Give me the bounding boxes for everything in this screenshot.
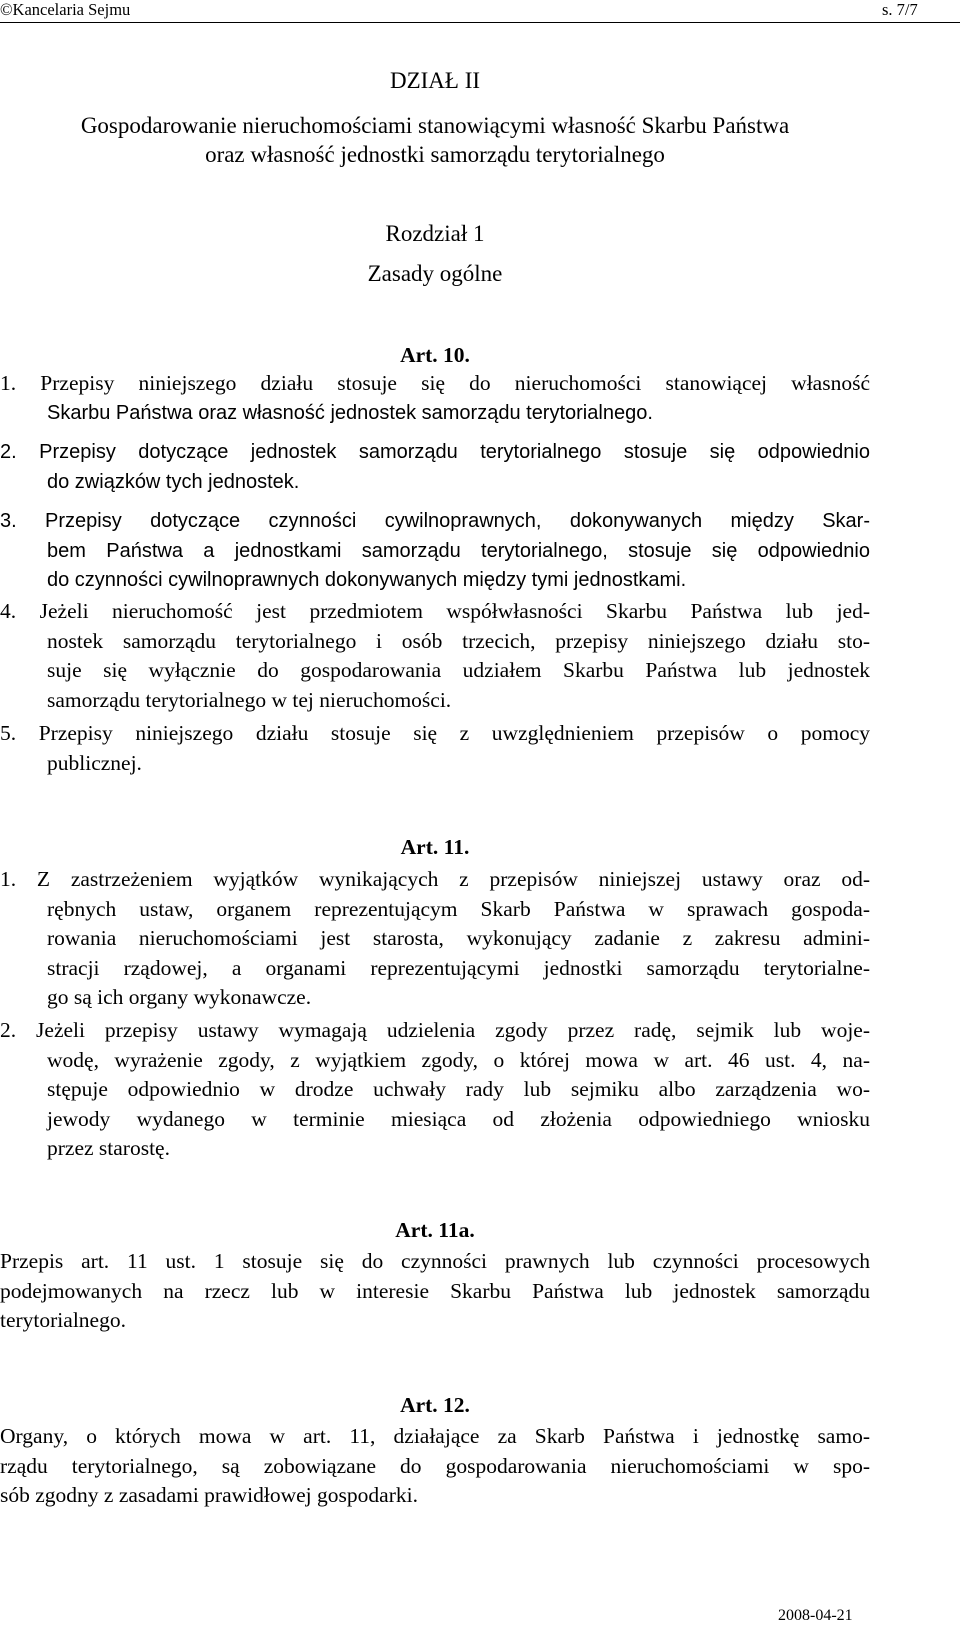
article-11-paragraph-1 [0, 865, 870, 1013]
text-line: bem Państwa a jednostkami samorządu terytorialnego, stosuje się odpowiednio [47, 539, 870, 562]
division-title-line-2: oraz własność jednostki samorządu terytorialnego [205, 142, 665, 167]
text-line: do związków tych jednostek. [47, 470, 300, 493]
text-line: 1. Przepisy niniejszego działu stosuje się do nieruchomości stanowiącej własność [0, 371, 870, 395]
header-page-number: s. 7/7 [882, 0, 918, 19]
text-line: 3. Przepisy dotyczące czynności cywilnoprawnych, dokonywanych między Skar- [0, 510, 870, 532]
article-10-paragraph-3 [0, 507, 870, 596]
text-line: 5. Przepisy niniejszego działu stosuje się z uwzględnieniem przepisów o pomocy [0, 721, 870, 745]
article-10-paragraph-2 [0, 438, 870, 497]
text-line: nostek samorządu terytorialnego i osób trzecich, przepisy niniejszego działu sto- [47, 628, 870, 653]
chapter-title: Zasady ogólne [367, 261, 503, 286]
text-line: sób zgodny z zasadami prawidłowej gospodarki. [0, 1483, 418, 1507]
text-line: Skarbu Państwa oraz własność jednostek samorządu terytorialnego. [47, 401, 653, 424]
division-label: DZIAŁ II [389, 68, 481, 93]
text-line: do czynności cywilnoprawnych dokonywanych między tymi jednostkami. [47, 569, 687, 591]
text-line: stępuje odpowiednio w drodze uchwały rady lub sejmiku albo zarządzenia wo- [47, 1077, 870, 1101]
text-line: podejmowanych na rzecz lub w interesie Skarbu Państwa lub jednostek samorządu [0, 1278, 870, 1303]
text-line: suje się wyłącznie do gospodarowania udziałem Skarbu Państwa lub jednostek [47, 658, 870, 682]
article-10-paragraph-4 [0, 597, 870, 715]
text-line: rządu terytorialnego, są zobowiązane do gospodarowania nieruchomościami w spo- [0, 1453, 870, 1478]
article-11-heading: Art. 11. [400, 835, 470, 859]
article-11a-heading: Art. 11a. [395, 1218, 475, 1242]
text-line: przez starostę. [47, 1136, 170, 1160]
text-line: go są ich organy wykonawcze. [47, 985, 312, 1009]
text-line: rębnych ustaw, organem reprezentującym Skarb Państwa w sprawach gospoda- [47, 896, 870, 921]
article-11a-text [0, 1247, 870, 1336]
text-line: 2. Jeżeli przepisy ustawy wymagają udzielenia zgody przez radę, sejmik lub woje- [0, 1018, 870, 1042]
text-line: stracji rządowej, a organami reprezentującymi jednostki samorządu terytorialne- [47, 955, 870, 980]
chapter-label: Rozdział 1 [385, 221, 485, 246]
text-line: Organy, o których mowa w art. 11, działające za Skarb Państwa i jednostkę samo- [0, 1424, 870, 1448]
article-10-paragraph-5 [0, 719, 870, 778]
text-line: Przepis art. 11 ust. 1 stosuje się do czynności prawnych lub czynności procesowych [0, 1249, 870, 1273]
article-11-paragraph-2 [0, 1016, 870, 1164]
header-divider [0, 22, 960, 23]
text-line: 4. Jeżeli nieruchomość jest przedmiotem współwłasności Skarbu Państwa lub jed- [0, 599, 870, 623]
text-line: jewody wydanego w terminie miesiąca od złożenia odpowiedniego wniosku [47, 1106, 870, 1131]
article-10-paragraph-1 [0, 369, 870, 428]
text-line: publicznej. [47, 750, 142, 775]
article-10-heading: Art. 10. [400, 343, 470, 367]
article-12-text [0, 1422, 870, 1511]
division-title-line-1: Gospodarowanie nieruchomościami stanowiącymi własność Skarbu Państwa [80, 113, 790, 138]
text-line: wodę, wyrażenie zgody, z wyjątkiem zgody, o której mowa w art. 46 ust. 4, na- [47, 1047, 870, 1072]
article-12-heading: Art. 12. [400, 1393, 470, 1417]
text-line: rowania nieruchomościami jest starosta, wykonujący zadanie z zakresu admini- [47, 926, 870, 950]
footer-date: 2008-04-21 [778, 1607, 853, 1624]
text-line: terytorialnego. [0, 1308, 126, 1332]
text-line: samorządu terytorialnego w tej nieruchomości. [47, 687, 452, 712]
header-source: ©Kancelaria Sejmu [0, 0, 131, 19]
text-line: 2. Przepisy dotyczące jednostek samorządu terytorialnego stosuje się odpowiednio [0, 441, 870, 463]
text-line: 1. Z zastrzeżeniem wyjątków wynikających z przepisów niniejszej ustawy oraz od- [0, 867, 870, 891]
